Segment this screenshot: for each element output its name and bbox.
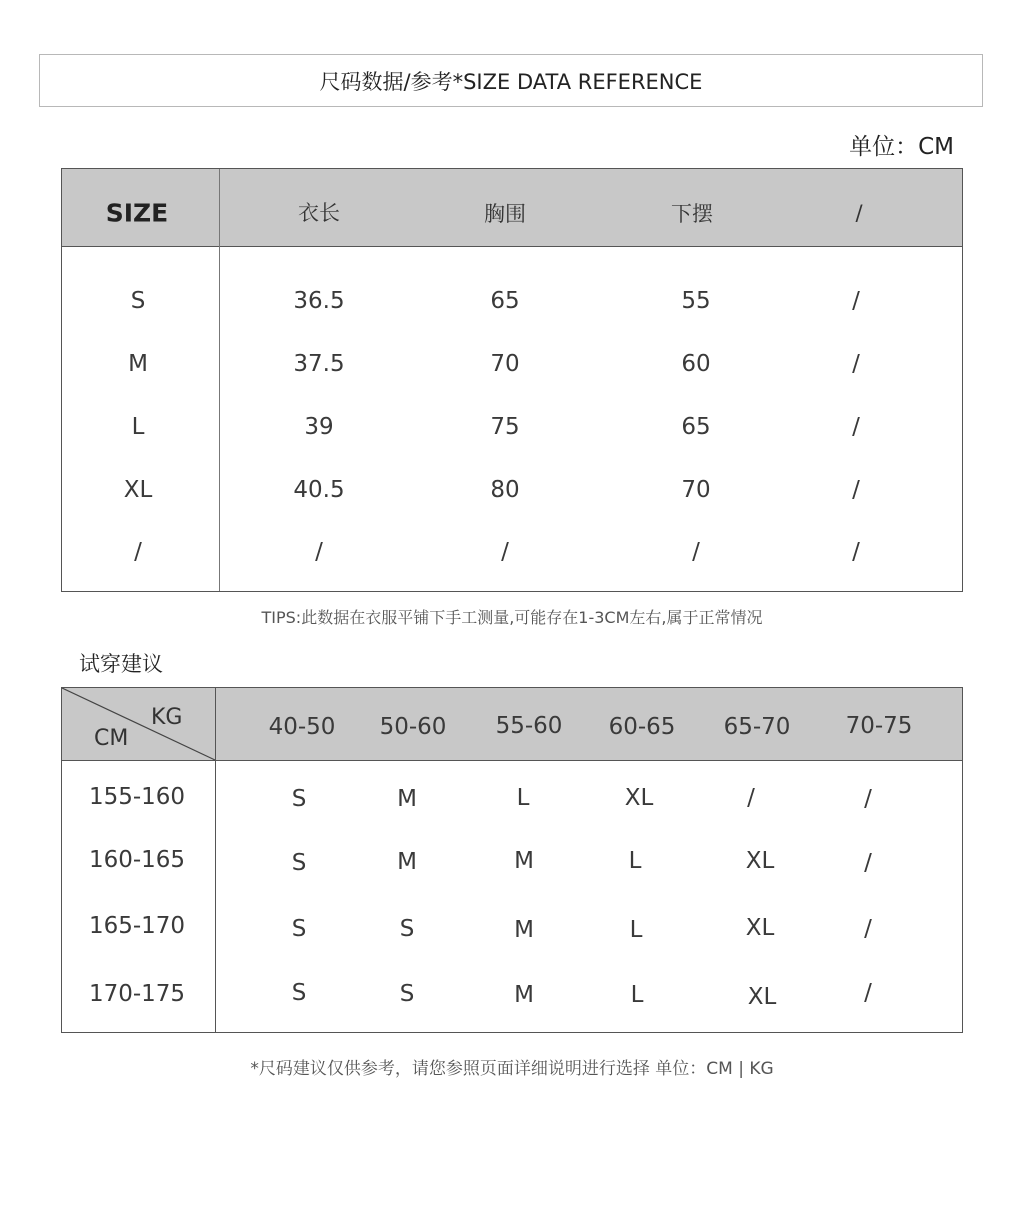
header-length: 衣长 (298, 201, 340, 225)
fit-cell: / (864, 850, 872, 876)
fit-cell: S (291, 850, 307, 876)
height-label: 165-170 (88, 913, 186, 939)
weight-header: 50-60 (379, 714, 447, 740)
fit-cell: L (628, 848, 642, 874)
size-table-divider (219, 169, 220, 591)
fit-cell: XL (745, 915, 775, 941)
fit-cell: / (864, 786, 872, 812)
size-cell: 40.5 (293, 477, 345, 503)
weight-header: 40-50 (268, 714, 336, 740)
corner-weight-label: KG (151, 705, 183, 730)
fit-cell: XL (747, 984, 777, 1010)
corner-height-label: CM (94, 726, 129, 751)
fit-cell: XL (745, 848, 775, 874)
fit-cell: M (514, 848, 534, 874)
size-cell: S (130, 288, 146, 314)
fit-cell: L (630, 982, 644, 1008)
header-hem: 下摆 (671, 202, 713, 226)
fit-cell: M (397, 849, 417, 875)
fit-cell: / (864, 980, 872, 1006)
size-cell: / (692, 539, 700, 565)
size-cell: 65 (681, 414, 711, 440)
header-size: SIZE (105, 198, 169, 228)
header-chest: 胸围 (484, 202, 526, 226)
size-cell: 75 (490, 414, 520, 440)
corner-diagonal (62, 688, 216, 761)
size-cell: 36.5 (293, 288, 345, 314)
size-cell: / (852, 351, 860, 377)
weight-header: 60-65 (608, 714, 676, 740)
fit-cell: S (399, 916, 415, 942)
size-cell: / (852, 414, 860, 440)
size-cell: 37.5 (293, 351, 345, 377)
measurement-tips: TIPS:此数据在衣服平铺下手工测量,可能存在1-3CM左右,属于正常情况 (261, 608, 763, 627)
size-cell: 70 (681, 477, 711, 503)
size-cell: 39 (304, 414, 334, 440)
unit-label: 单位：CM (849, 134, 954, 160)
height-label: 155-160 (88, 784, 186, 810)
height-label: 160-165 (88, 847, 186, 873)
fit-cell: L (516, 785, 530, 811)
fit-cell: S (291, 916, 307, 942)
size-cell: 65 (490, 288, 520, 314)
size-cell: L (131, 414, 145, 440)
footer-note: *尺码建议仅供参考，请您参照页面详细说明进行选择 单位：CM | KG (250, 1059, 774, 1079)
size-cell: 70 (490, 351, 520, 377)
header-blank: / (855, 201, 863, 225)
size-cell: XL (123, 477, 153, 503)
weight-header: 65-70 (723, 714, 791, 740)
fit-table (61, 687, 963, 1033)
fit-cell: / (864, 916, 872, 942)
fit-cell: M (514, 982, 534, 1008)
fit-cell: S (291, 980, 307, 1006)
size-cell: / (852, 477, 860, 503)
size-cell: / (134, 539, 142, 565)
fit-cell: L (629, 917, 643, 943)
size-cell: 80 (490, 477, 520, 503)
size-cell: / (852, 288, 860, 314)
page-title: 尺码数据/参考*SIZE DATA REFERENCE (319, 69, 703, 94)
weight-header: 70-75 (845, 713, 913, 739)
fit-cell: S (291, 786, 307, 812)
fit-suggestion-title: 试穿建议 (79, 652, 163, 676)
fit-cell: M (397, 786, 417, 812)
fit-cell: / (747, 785, 755, 811)
weight-header: 55-60 (495, 713, 563, 739)
size-cell: M (128, 351, 148, 377)
height-label: 170-175 (88, 981, 186, 1007)
size-cell: / (852, 539, 860, 565)
size-cell: 60 (681, 351, 711, 377)
fit-cell: M (514, 917, 534, 943)
size-table (61, 168, 963, 592)
fit-table-divider (215, 688, 216, 1032)
fit-cell: XL (624, 785, 654, 811)
fit-cell: S (399, 981, 415, 1007)
size-cell: / (501, 539, 509, 565)
size-cell: / (315, 539, 323, 565)
size-cell: 55 (681, 288, 711, 314)
page-title-box (39, 54, 983, 107)
